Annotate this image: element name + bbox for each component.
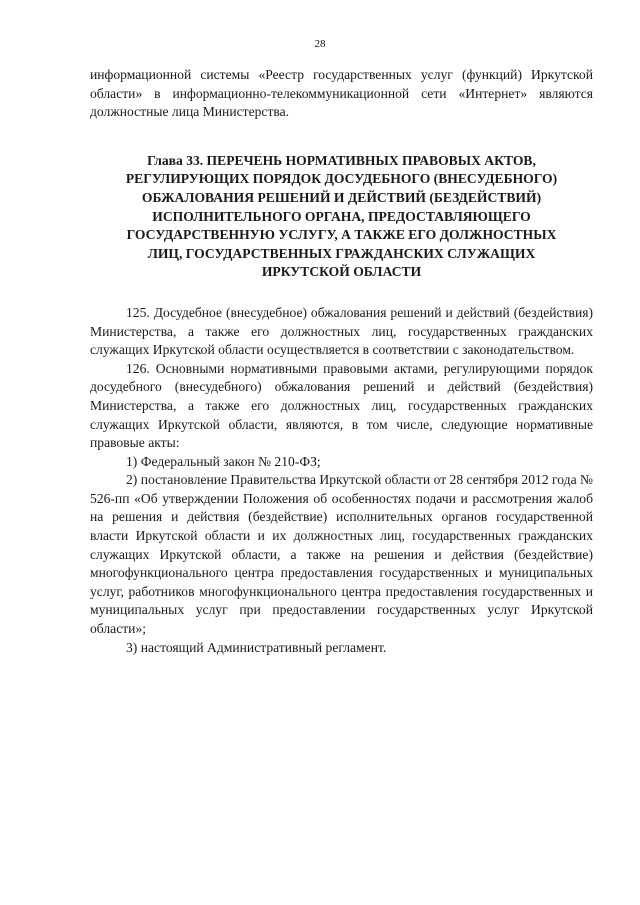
paragraph-125: 125. Досудебное (внесудебное) обжалования решений и действий (бездействия) Министерства, а также его должностных лиц, государственных гражданских служащих Иркутской области осуществляется в соответствии с законодательством. [90, 304, 593, 358]
chapter-title-line: ГОСУДАРСТВЕННУЮ УСЛУГУ, А ТАКЖЕ ЕГО ДОЛЖНОСТНЫХ [126, 227, 557, 243]
chapter-title-line: ОБЖАЛОВАНИЯ РЕШЕНИЙ И ДЕЙСТВИЙ (БЕЗДЕЙСТВИЙ) [141, 189, 542, 205]
intro-paragraph: информационной системы «Реестр государственных услуг (функций) Иркутской области» в информационно-телекоммуникационной сети «Интернет» являются должностные лица Министерства. [90, 67, 593, 120]
chapter-title-line: ИРКУТСКОЙ ОБЛАСТИ [261, 264, 422, 280]
chapter-title-line: Глава 33. ПЕРЕЧЕНЬ НОРМАТИВНЫХ ПРАВОВЫХ АКТОВ, [147, 152, 536, 168]
page-content [90, 66, 593, 657]
chapter-title-line: ИСПОЛНИТЕЛЬНОГО ОРГАНА, ПРЕДОСТАВЛЯЮЩЕГО [152, 208, 531, 224]
list-item-3: 3) настоящий Административный регламент. [126, 639, 387, 655]
page-number: 28 [314, 38, 326, 50]
chapter-title-line: ЛИЦ, ГОСУДАРСТВЕННЫХ ГРАЖДАНСКИХ СЛУЖАЩИХ [147, 245, 536, 261]
chapter-title-line: РЕГУЛИРУЮЩИХ ПОРЯДОК ДОСУДЕБНОГО (ВНЕСУДЕБНОГО) [125, 171, 558, 187]
chapter-title [90, 152, 593, 282]
paragraph-126: 126. Основными нормативными правовыми актами, регулирующими порядок досудебного (внесудебного) обжалования решений и действий (бездействия) Министерства, а также его должностных лиц, государственных гражданских служащих Иркутской области, являются, в том числе, следующие нормативные правовые акты: [90, 360, 593, 451]
list-item-2: 2) постановление Правительства Иркутской области от 28 сентября 2012 года № 526-пп «Об утверждении Положения об особенностях подачи и рассмотрения жалоб на решения и действия (бездействие) исполнительных органов государственной власти Иркутской области и их должностных лиц, государственных гражданских служащих Иркутской области, а также на решения и действия (бездействие) многофункционального центра предоставления государственных и муниципальных услуг, работников многофункционального центра предоставления государственных и муниципальных услуг при предоставлении государственных услуг Иркутской области»; [90, 472, 593, 637]
list-item-1: 1) Федеральный закон № 210-ФЗ; [126, 453, 321, 469]
